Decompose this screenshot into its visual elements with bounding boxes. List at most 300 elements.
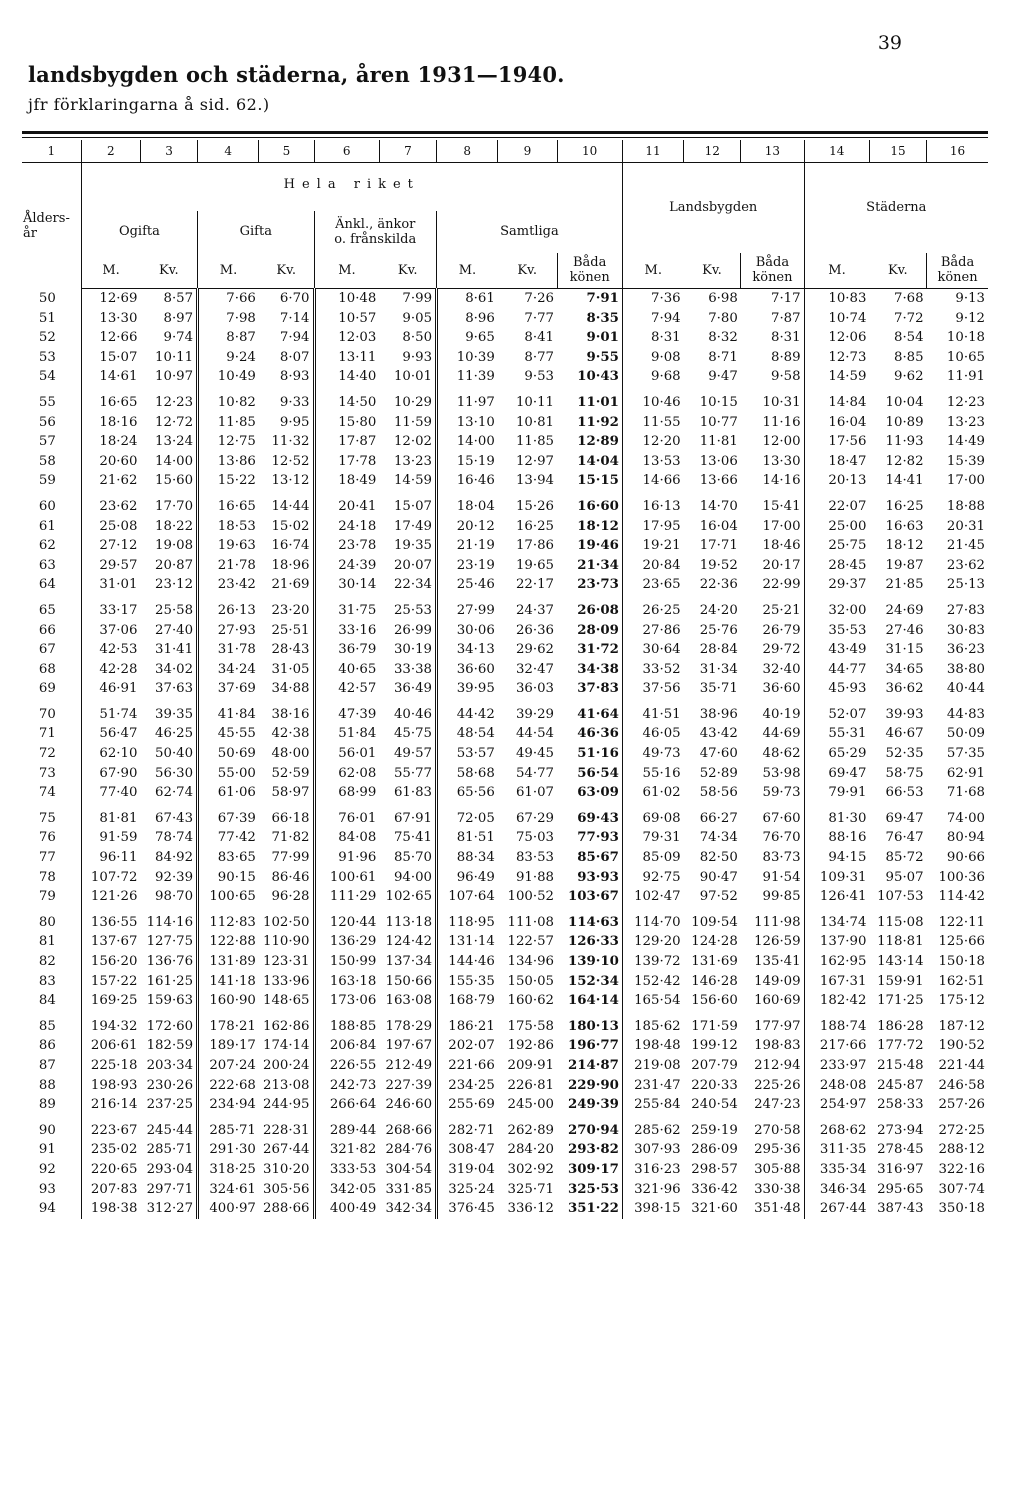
value-cell: 110·90 (262, 934, 310, 950)
value-cell: 17·70 (155, 498, 194, 514)
age-cell: 82 (38, 954, 56, 969)
value-cell: 18·49 (314, 471, 379, 491)
mortality-table (22, 140, 988, 1219)
value-cell: 82·50 (699, 850, 738, 866)
value-cell: 62·10 (81, 744, 140, 764)
value-cell: 11·81 (699, 434, 738, 450)
value-cell: 107·72 (81, 868, 140, 888)
sub-header-row (22, 253, 988, 289)
age-cell: 89 (38, 1097, 56, 1113)
value-cell: 289·44 (314, 1115, 379, 1141)
value-cell: 100·36 (938, 869, 985, 885)
value-cell: 109·31 (804, 868, 869, 888)
value-cell: 13·23 (393, 453, 433, 469)
value-cell: 174·14 (262, 1038, 310, 1054)
value-cell: 50·69 (198, 744, 259, 764)
age-cell: 76 (38, 830, 56, 846)
table-row (22, 679, 988, 699)
table-row (22, 1095, 988, 1115)
value-cell: 16·46 (437, 471, 498, 491)
value-cell: 19·21 (622, 536, 683, 556)
female-header: Kv. (684, 253, 741, 289)
value-cell: 52·07 (804, 699, 869, 725)
value-cell: 9·93 (402, 349, 433, 365)
value-cell: 226·81 (507, 1077, 555, 1093)
value-cell: 38·96 (699, 706, 738, 722)
value-cell: 15·22 (198, 471, 259, 491)
table-row (22, 471, 988, 491)
value-cell: 8·87 (198, 328, 259, 348)
ankl-line1: Änkl., änkor (335, 216, 416, 232)
value-cell: 50·09 (946, 726, 985, 742)
value-cell: 46·05 (622, 724, 683, 744)
age-cell: 69 (38, 681, 56, 697)
ankl-header (314, 211, 437, 253)
value-cell: 32·47 (515, 661, 555, 677)
value-cell: 156·60 (691, 993, 738, 1009)
value-cell: 126·59 (754, 934, 801, 950)
table-body (22, 289, 988, 1219)
page-title: landsbygden och städerna, åren 1931—1940. (28, 62, 565, 87)
value-cell: 152·42 (622, 972, 683, 992)
value-cell: 19·87 (885, 557, 924, 573)
value-cell: 113·18 (385, 914, 433, 930)
value-cell: 67·91 (393, 810, 433, 826)
table-row (22, 367, 988, 387)
female-header: Kv. (140, 253, 197, 289)
value-cell: 55·77 (393, 765, 433, 781)
column-number-12: 12 (684, 140, 741, 163)
value-cell: 7·14 (279, 310, 310, 326)
value-cell: 157·22 (81, 972, 140, 992)
value-cell: 14·70 (699, 498, 738, 514)
value-cell: 22·17 (515, 577, 555, 593)
value-cell: 10·82 (198, 387, 259, 413)
value-cell: 17·95 (622, 517, 683, 537)
value-cell: 34·02 (155, 661, 194, 677)
value-cell: 61·83 (393, 785, 433, 801)
value-cell: 400·49 (314, 1199, 379, 1219)
value-cell: 85·70 (393, 850, 433, 866)
table-row (22, 848, 988, 868)
table-row (22, 452, 988, 472)
value-cell: 76·01 (314, 803, 379, 829)
value-cell: 39·29 (515, 706, 555, 722)
age-cell: 91 (38, 1142, 56, 1158)
value-cell: 139·72 (622, 952, 683, 972)
female-header: Kv. (379, 253, 436, 289)
value-cell: 376·45 (437, 1199, 498, 1219)
value-cell: 325·71 (507, 1181, 555, 1197)
age-cell: 92 (38, 1161, 56, 1177)
value-cell: 10·57 (314, 309, 379, 329)
value-cell: 126·33 (567, 934, 619, 950)
age-cell: 78 (38, 869, 56, 885)
value-cell: 291·30 (198, 1140, 259, 1160)
value-cell: 21·19 (437, 536, 498, 556)
konen-label: könen (569, 270, 610, 286)
value-cell: 7·87 (770, 310, 801, 326)
male-header: M. (314, 253, 379, 289)
age-cell: 53 (38, 349, 56, 365)
value-cell: 137·67 (81, 932, 140, 952)
value-cell: 107·53 (877, 889, 924, 905)
value-cell: 10·11 (515, 394, 555, 410)
table-row (22, 1076, 988, 1096)
value-cell: 12·23 (946, 394, 985, 410)
value-cell: 76·70 (762, 830, 801, 846)
gifta-header: Gifta (198, 211, 314, 253)
value-cell: 91·54 (762, 869, 801, 885)
table-row (22, 952, 988, 972)
value-cell: 118·95 (437, 907, 498, 933)
value-cell: 13·94 (515, 473, 555, 489)
value-cell: 217·66 (804, 1036, 869, 1056)
column-number-row (22, 140, 988, 163)
value-cell: 237·25 (146, 1097, 194, 1113)
age-cell: 81 (38, 934, 56, 950)
value-cell: 86·46 (271, 869, 310, 885)
value-cell: 44·77 (804, 660, 869, 680)
value-cell: 302·92 (507, 1161, 555, 1177)
value-cell: 25·76 (699, 622, 738, 638)
value-cell: 13·12 (271, 473, 310, 489)
table-row (22, 1036, 988, 1056)
value-cell: 13·24 (155, 434, 194, 450)
value-cell: 6·70 (279, 291, 310, 306)
value-cell: 222·68 (198, 1076, 259, 1096)
value-cell: 214·87 (567, 1057, 619, 1073)
value-cell: 20·60 (81, 452, 140, 472)
value-cell: 321·96 (622, 1180, 683, 1200)
value-cell: 149·09 (754, 973, 801, 989)
value-cell: 295·36 (754, 1142, 801, 1158)
value-cell: 45·93 (804, 679, 869, 699)
table-row (22, 868, 988, 888)
value-cell: 197·67 (385, 1038, 433, 1054)
value-cell: 273·94 (877, 1122, 924, 1138)
value-cell: 17·56 (804, 432, 869, 452)
value-cell: 24·20 (699, 602, 738, 618)
value-cell: 12·23 (155, 394, 194, 410)
value-cell: 202·07 (437, 1036, 498, 1056)
value-cell: 240·54 (691, 1097, 738, 1113)
value-cell: 7·66 (198, 289, 259, 309)
value-cell: 39·35 (155, 706, 194, 722)
value-cell: 72·05 (437, 803, 498, 829)
value-cell: 336·12 (507, 1201, 555, 1217)
age-cell: 51 (38, 310, 56, 326)
value-cell: 26·25 (622, 595, 683, 621)
value-cell: 207·24 (198, 1056, 259, 1076)
value-cell: 69·08 (622, 803, 683, 829)
value-cell: 198·48 (622, 1036, 683, 1056)
value-cell: 38·16 (271, 706, 310, 722)
value-cell: 11·39 (437, 367, 498, 387)
value-cell: 80·94 (946, 830, 985, 846)
value-cell: 267·44 (804, 1199, 869, 1219)
value-cell: 268·66 (385, 1122, 433, 1138)
value-cell: 228·31 (262, 1122, 310, 1138)
female-header: Kv. (869, 253, 926, 289)
value-cell: 84·92 (155, 850, 194, 866)
value-cell: 15·41 (762, 498, 801, 514)
value-cell: 77·93 (577, 830, 619, 846)
value-cell: 159·63 (146, 993, 194, 1009)
age-label-line2: år (23, 225, 37, 241)
value-cell: 220·65 (81, 1160, 140, 1180)
value-cell: 216·14 (81, 1095, 140, 1115)
value-cell: 102·65 (385, 889, 433, 905)
value-cell: 9·05 (402, 310, 433, 326)
value-cell: 18·12 (885, 538, 924, 554)
value-cell: 7·94 (622, 309, 683, 329)
value-cell: 8·31 (770, 330, 801, 346)
table-row (22, 536, 988, 556)
value-cell: 16·13 (622, 491, 683, 517)
value-cell: 333·53 (314, 1160, 379, 1180)
value-cell: 55·16 (622, 764, 683, 784)
table-row (22, 432, 988, 452)
value-cell: 10·77 (699, 414, 738, 430)
value-cell: 308·47 (437, 1140, 498, 1160)
value-cell: 13·10 (437, 413, 498, 433)
value-cell: 31·41 (155, 642, 194, 658)
value-cell: 342·34 (385, 1201, 433, 1217)
value-cell: 75·03 (515, 830, 555, 846)
value-cell: 229·90 (567, 1077, 619, 1093)
value-cell: 96·49 (437, 868, 498, 888)
age-column-header (22, 163, 81, 289)
value-cell: 127·75 (146, 934, 194, 950)
male-header: M. (81, 253, 140, 289)
value-cell: 25·21 (762, 602, 801, 618)
value-cell: 77·99 (271, 850, 310, 866)
value-cell: 316·23 (622, 1160, 683, 1180)
value-cell: 27·46 (885, 622, 924, 638)
value-cell: 245·44 (146, 1122, 194, 1138)
value-cell: 255·84 (622, 1095, 683, 1115)
value-cell: 51·84 (314, 724, 379, 744)
value-cell: 7·72 (894, 310, 924, 326)
value-cell: 103·67 (567, 889, 619, 905)
value-cell: 38·80 (946, 661, 985, 677)
value-cell: 336·42 (691, 1181, 738, 1197)
value-cell: 26·08 (577, 602, 619, 618)
value-cell: 7·98 (198, 309, 259, 329)
value-cell: 42·53 (81, 640, 140, 660)
value-cell: 7·68 (894, 291, 924, 306)
value-cell: 18·53 (198, 517, 259, 537)
value-cell: 14·16 (762, 473, 801, 489)
value-cell: 27·86 (622, 621, 683, 641)
value-cell: 8·54 (894, 330, 924, 346)
value-cell: 178·21 (198, 1011, 259, 1037)
male-header: M. (198, 253, 259, 289)
value-cell: 67·60 (762, 810, 801, 826)
value-cell: 20·31 (946, 518, 985, 534)
value-cell: 268·62 (804, 1115, 869, 1141)
value-cell: 55·31 (804, 724, 869, 744)
table-row (22, 556, 988, 576)
value-cell: 134·74 (804, 907, 869, 933)
value-cell: 47·39 (314, 699, 379, 725)
value-cell: 27·83 (946, 602, 985, 618)
value-cell: 156·20 (81, 952, 140, 972)
age-cell: 94 (38, 1201, 56, 1217)
value-cell: 78·74 (155, 830, 194, 846)
value-cell: 245·87 (877, 1077, 924, 1093)
value-cell: 96·11 (81, 848, 140, 868)
value-cell: 23·78 (314, 536, 379, 556)
value-cell: 55·00 (198, 764, 259, 784)
value-cell: 22·34 (393, 577, 433, 593)
value-cell: 192·86 (507, 1038, 555, 1054)
value-cell: 56·30 (155, 765, 194, 781)
value-cell: 285·62 (622, 1115, 683, 1141)
value-cell: 10·04 (885, 394, 924, 410)
value-cell: 12·75 (198, 432, 259, 452)
value-cell: 99·85 (762, 889, 801, 905)
age-cell: 63 (38, 557, 56, 573)
value-cell: 11·59 (393, 414, 433, 430)
column-number-13: 13 (741, 140, 804, 163)
value-cell: 9·12 (955, 310, 985, 326)
value-cell: 10·31 (762, 394, 801, 410)
value-cell: 297·71 (146, 1181, 194, 1197)
bada-konen-header (741, 253, 804, 289)
value-cell: 21·78 (198, 556, 259, 576)
value-cell: 111·98 (754, 914, 801, 930)
value-cell: 168·79 (437, 991, 498, 1011)
table-row (22, 972, 988, 992)
value-cell: 152·34 (567, 973, 619, 989)
value-cell: 331·85 (385, 1181, 433, 1197)
value-cell: 12·72 (155, 414, 194, 430)
value-cell: 15·02 (271, 518, 310, 534)
table-row (22, 724, 988, 744)
table-row (22, 1199, 988, 1219)
value-cell: 150·66 (385, 973, 433, 989)
age-cell: 74 (38, 785, 56, 801)
value-cell: 12·66 (81, 328, 140, 348)
value-cell: 12·82 (885, 453, 924, 469)
age-cell: 80 (38, 914, 56, 930)
value-cell: 43·49 (804, 640, 869, 660)
column-number-15: 15 (869, 140, 926, 163)
value-cell: 155·35 (437, 972, 498, 992)
value-cell: 14·61 (81, 367, 140, 387)
value-cell: 20·87 (155, 557, 194, 573)
table-row (22, 1180, 988, 1200)
value-cell: 141·18 (198, 972, 259, 992)
age-cell: 59 (38, 473, 56, 489)
value-cell: 10·97 (155, 369, 194, 385)
value-cell: 102·50 (262, 914, 310, 930)
value-cell: 171·25 (877, 993, 924, 1009)
value-cell: 233·97 (804, 1056, 869, 1076)
value-cell: 8·89 (770, 349, 801, 365)
value-cell: 137·34 (385, 954, 433, 969)
value-cell: 88·16 (804, 828, 869, 848)
value-cell: 125·66 (938, 934, 985, 950)
value-cell: 8·50 (402, 330, 433, 346)
value-cell: 8·96 (437, 309, 498, 329)
value-cell: 10·48 (314, 289, 379, 309)
ogifta-header: Ogifta (81, 211, 197, 253)
value-cell: 15·39 (946, 453, 985, 469)
value-cell: 194·32 (81, 1011, 140, 1037)
value-cell: 16·63 (885, 518, 924, 534)
value-cell: 160·69 (754, 993, 801, 1009)
value-cell: 248·08 (804, 1076, 869, 1096)
value-cell: 7·36 (622, 289, 683, 309)
value-cell: 15·60 (155, 473, 194, 489)
konen-label: könen (937, 270, 978, 286)
value-cell: 19·65 (515, 557, 555, 573)
value-cell: 8·57 (163, 291, 194, 306)
value-cell: 22·99 (762, 577, 801, 593)
value-cell: 219·08 (622, 1056, 683, 1076)
value-cell: 162·86 (262, 1018, 310, 1034)
age-cell: 57 (38, 434, 56, 450)
value-cell: 9·33 (279, 394, 310, 410)
value-cell: 178·29 (385, 1018, 433, 1034)
value-cell: 46·91 (81, 679, 140, 699)
value-cell: 56·47 (81, 724, 140, 744)
value-cell: 58·97 (271, 785, 310, 801)
value-cell: 111·29 (314, 887, 379, 907)
value-cell: 76·47 (885, 830, 924, 846)
value-cell: 122·88 (198, 932, 259, 952)
value-cell: 11·91 (946, 369, 985, 385)
value-cell: 19·46 (577, 538, 619, 554)
value-cell: 37·83 (577, 681, 619, 697)
table-row (22, 1115, 988, 1141)
value-cell: 262·89 (507, 1122, 555, 1138)
bada-konen-header (927, 253, 988, 289)
male-header: M. (804, 253, 869, 289)
value-cell: 180·13 (567, 1018, 619, 1034)
value-cell: 293·04 (146, 1161, 194, 1177)
value-cell: 44·69 (762, 726, 801, 742)
value-cell: 25·46 (437, 575, 498, 595)
value-cell: 177·72 (877, 1038, 924, 1054)
table-row (22, 491, 988, 517)
value-cell: 10·15 (699, 394, 738, 410)
value-cell: 295·65 (877, 1181, 924, 1197)
value-cell: 71·82 (271, 830, 310, 846)
value-cell: 209·91 (507, 1057, 555, 1073)
value-cell: 45·75 (393, 726, 433, 742)
value-cell: 16·65 (198, 491, 259, 517)
value-cell: 150·99 (314, 952, 379, 972)
value-cell: 23·62 (81, 491, 140, 517)
value-cell: 225·26 (754, 1077, 801, 1093)
value-cell: 22·36 (699, 577, 738, 593)
value-cell: 18·12 (577, 518, 619, 534)
value-cell: 21·85 (885, 577, 924, 593)
value-cell: 49·73 (622, 744, 683, 764)
value-cell: 10·89 (885, 414, 924, 430)
age-cell: 60 (38, 498, 56, 514)
value-cell: 118·81 (877, 934, 924, 950)
value-cell: 42·28 (81, 660, 140, 680)
value-cell: 293·82 (567, 1142, 619, 1158)
value-cell: 207·79 (691, 1057, 738, 1073)
value-cell: 9·47 (708, 369, 738, 385)
value-cell: 14·04 (577, 453, 619, 469)
